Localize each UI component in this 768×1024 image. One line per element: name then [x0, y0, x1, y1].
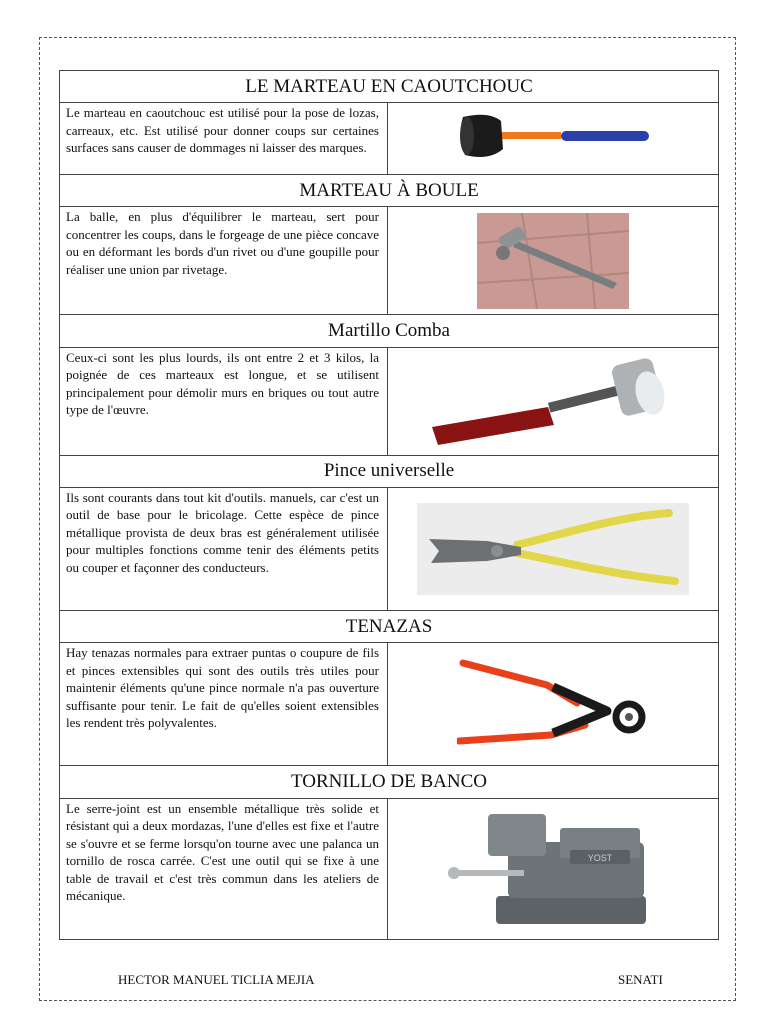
section-description-universal-pliers: Ils sont courants dans tout kit d'outils. manuels, car c'est un outil de base pour le bricolage. Cette espèce de pince métallique provista de deux bras est généralement utilisée pour multiples fonctions comme tenir des éléments petits ou couper et façonner des conducteurs. [60, 487, 388, 610]
footer-author: HECTOR MANUEL TICLIA MEJIA [118, 972, 315, 987]
bench-vise-icon [448, 804, 658, 934]
bench-vise-image [388, 798, 719, 939]
section-description-bench-vise: Le serre-joint est un ensemble métallique très solide et résistant qui a deux mordazas, l'une d'elles est fixe et l'autre se s'ouvre et se ferme lorsqu'on tourne avec une palanca un tornillo de rosca carrée. C'est une outil qui se fixe à une table de travail et c'est très commun dans les ateliers de mécanique. [60, 798, 388, 939]
end-cutting-pincers-icon [457, 655, 649, 753]
ball-peen-hammer-icon [477, 213, 629, 309]
rubber-mallet-icon [453, 109, 653, 169]
section-description-ball-peen-hammer: La balle, en plus d'équilibrer le marteau, sert pour concentrer les coups, dans le forgeage de une pièce concave ou en déformant les bords d'un rivet ou d'une goupille pour réaliser une union par rivetage. [60, 207, 388, 315]
rubber-mallet-image [388, 103, 719, 175]
section-description-sledgehammer: Ceux-ci sont les plus lourds, ils ont entre 2 et 3 kilos, la poignée de ces marteaux est longue, et se utilisent principalement pour démolir murs en briques ou tout autre type de l'œuvre. [60, 347, 388, 455]
section-title-end-cutting-pincers: TENAZAS [60, 610, 719, 642]
section-title-ball-peen-hammer: MARTEAU À BOULE [60, 174, 719, 206]
sledgehammer-icon [428, 355, 678, 447]
universal-pliers-image [388, 487, 719, 610]
section-title-bench-vise: TORNILLO DE BANCO [60, 766, 719, 798]
end-cutting-pincers-image [388, 643, 719, 766]
sledgehammer-image [388, 347, 719, 455]
section-title-rubber-mallet: LE MARTEAU EN CAOUTCHOUC [60, 71, 719, 103]
section-title-sledgehammer: Martillo Comba [60, 315, 719, 347]
section-description-end-cutting-pincers: Hay tenazas normales para extraer puntas o coupure de fils et pinces extensibles qui sont des outils très utiles pour maintenir éléments qu'une pince normale n'a pas ouverture suffisante pour tenir. Le fait de qu'elles soient extensibles les rendent très polyvalentes. [60, 643, 388, 766]
section-title-universal-pliers: Pince universelle [60, 455, 719, 487]
ball-peen-hammer-image [388, 207, 719, 315]
universal-pliers-icon [417, 503, 689, 595]
section-description-rubber-mallet: Le marteau en caoutchouc est utilisé pour la pose de lozas, carreaux, etc. Est utilisé pour donner coups sur certaines surfaces sans causer de dommages ni laisser des marques. [60, 103, 388, 175]
tools-table [59, 70, 719, 940]
footer-organization: SENATI [618, 972, 663, 987]
vise-brand-text: YOST [587, 852, 613, 863]
